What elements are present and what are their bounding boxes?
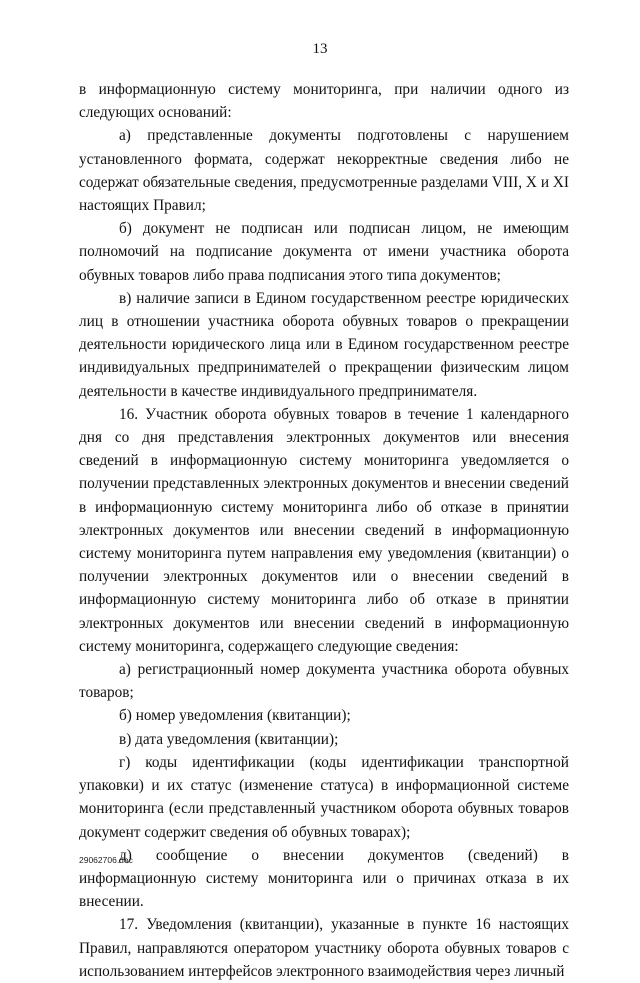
paragraph-clause-17: 17. Уведомления (квитанции), указанные в пункте 16 настоящих Правил, направляются оператором участнику оборота обувных товаров с использованием интерфейсов электронного взаимодействия через личный — [79, 916, 569, 980]
paragraph-16-item-b: б) номер уведомления (квитанции); — [119, 707, 351, 725]
paragraph-item-a: а) представленные документы подготовлены с нарушением установленного формата, содержат некорректные сведения либо не содержат обязательные сведения, предусмотренные разделами VIII, X и XI настоящих Правил; — [79, 127, 569, 215]
paragraph-clause-16: 16. Участник оборота обувных товаров в течение 1 календарного дня со дня представления электронных документов или внесения сведений в информационную систему мониторинга уведомляется о получении представленных электронных документов и внесении сведений в информационную систему мониторинга либо об отказе в принятии электронных документов или внесении сведений в информационную систему мониторинга путем направления ему уведомления (квитанции) о получении электронных документов или о внесении сведений в информационную систему мониторинга либо об отказе в принятии электронных документов или внесении сведений в информационную систему мониторинга, содержащего следующие сведения: — [79, 405, 569, 655]
paragraph-intro: в информационную систему мониторинга, при наличии одного из следующих оснований: — [79, 81, 569, 122]
paragraph-item-v: в) наличие записи в Едином государственном реестре юридических лиц в отношении участника оборота обувных товаров о прекращении деятельности юридического лица или в Едином государственном реестре индивидуальных предпринимателей о прекращении физическим лицом деятельности в качестве индивидуального предпринимателя. — [79, 289, 569, 400]
paragraph-16-item-d: д) сообщение о внесении документов (сведений) в информационную систему мониторинга или о причинах отказа в их внесении. — [79, 846, 569, 911]
page-number: 13 — [312, 41, 328, 57]
document-body — [79, 78, 569, 983]
paragraph-16-item-v: в) дата уведомления (квитанции); — [119, 730, 339, 748]
footer-filename: 29062706.doc — [79, 855, 133, 865]
paragraph-16-item-g: г) коды идентификации (коды идентификации транспортной упаковки) и их статус (изменение статуса) в информационной системе мониторинга (если представленный участником оборота обувных товаров документ содержит сведения об обувных товарах); — [79, 753, 569, 841]
paragraph-item-b: б) документ не подписан или подписан лицом, не имеющим полномочий на подписание документа от имени участника оборота обувных товаров либо права подписания этого типа документов; — [79, 220, 569, 284]
paragraph-16-item-a: а) регистрационный номер документа участника оборота обувных товаров; — [79, 661, 569, 702]
